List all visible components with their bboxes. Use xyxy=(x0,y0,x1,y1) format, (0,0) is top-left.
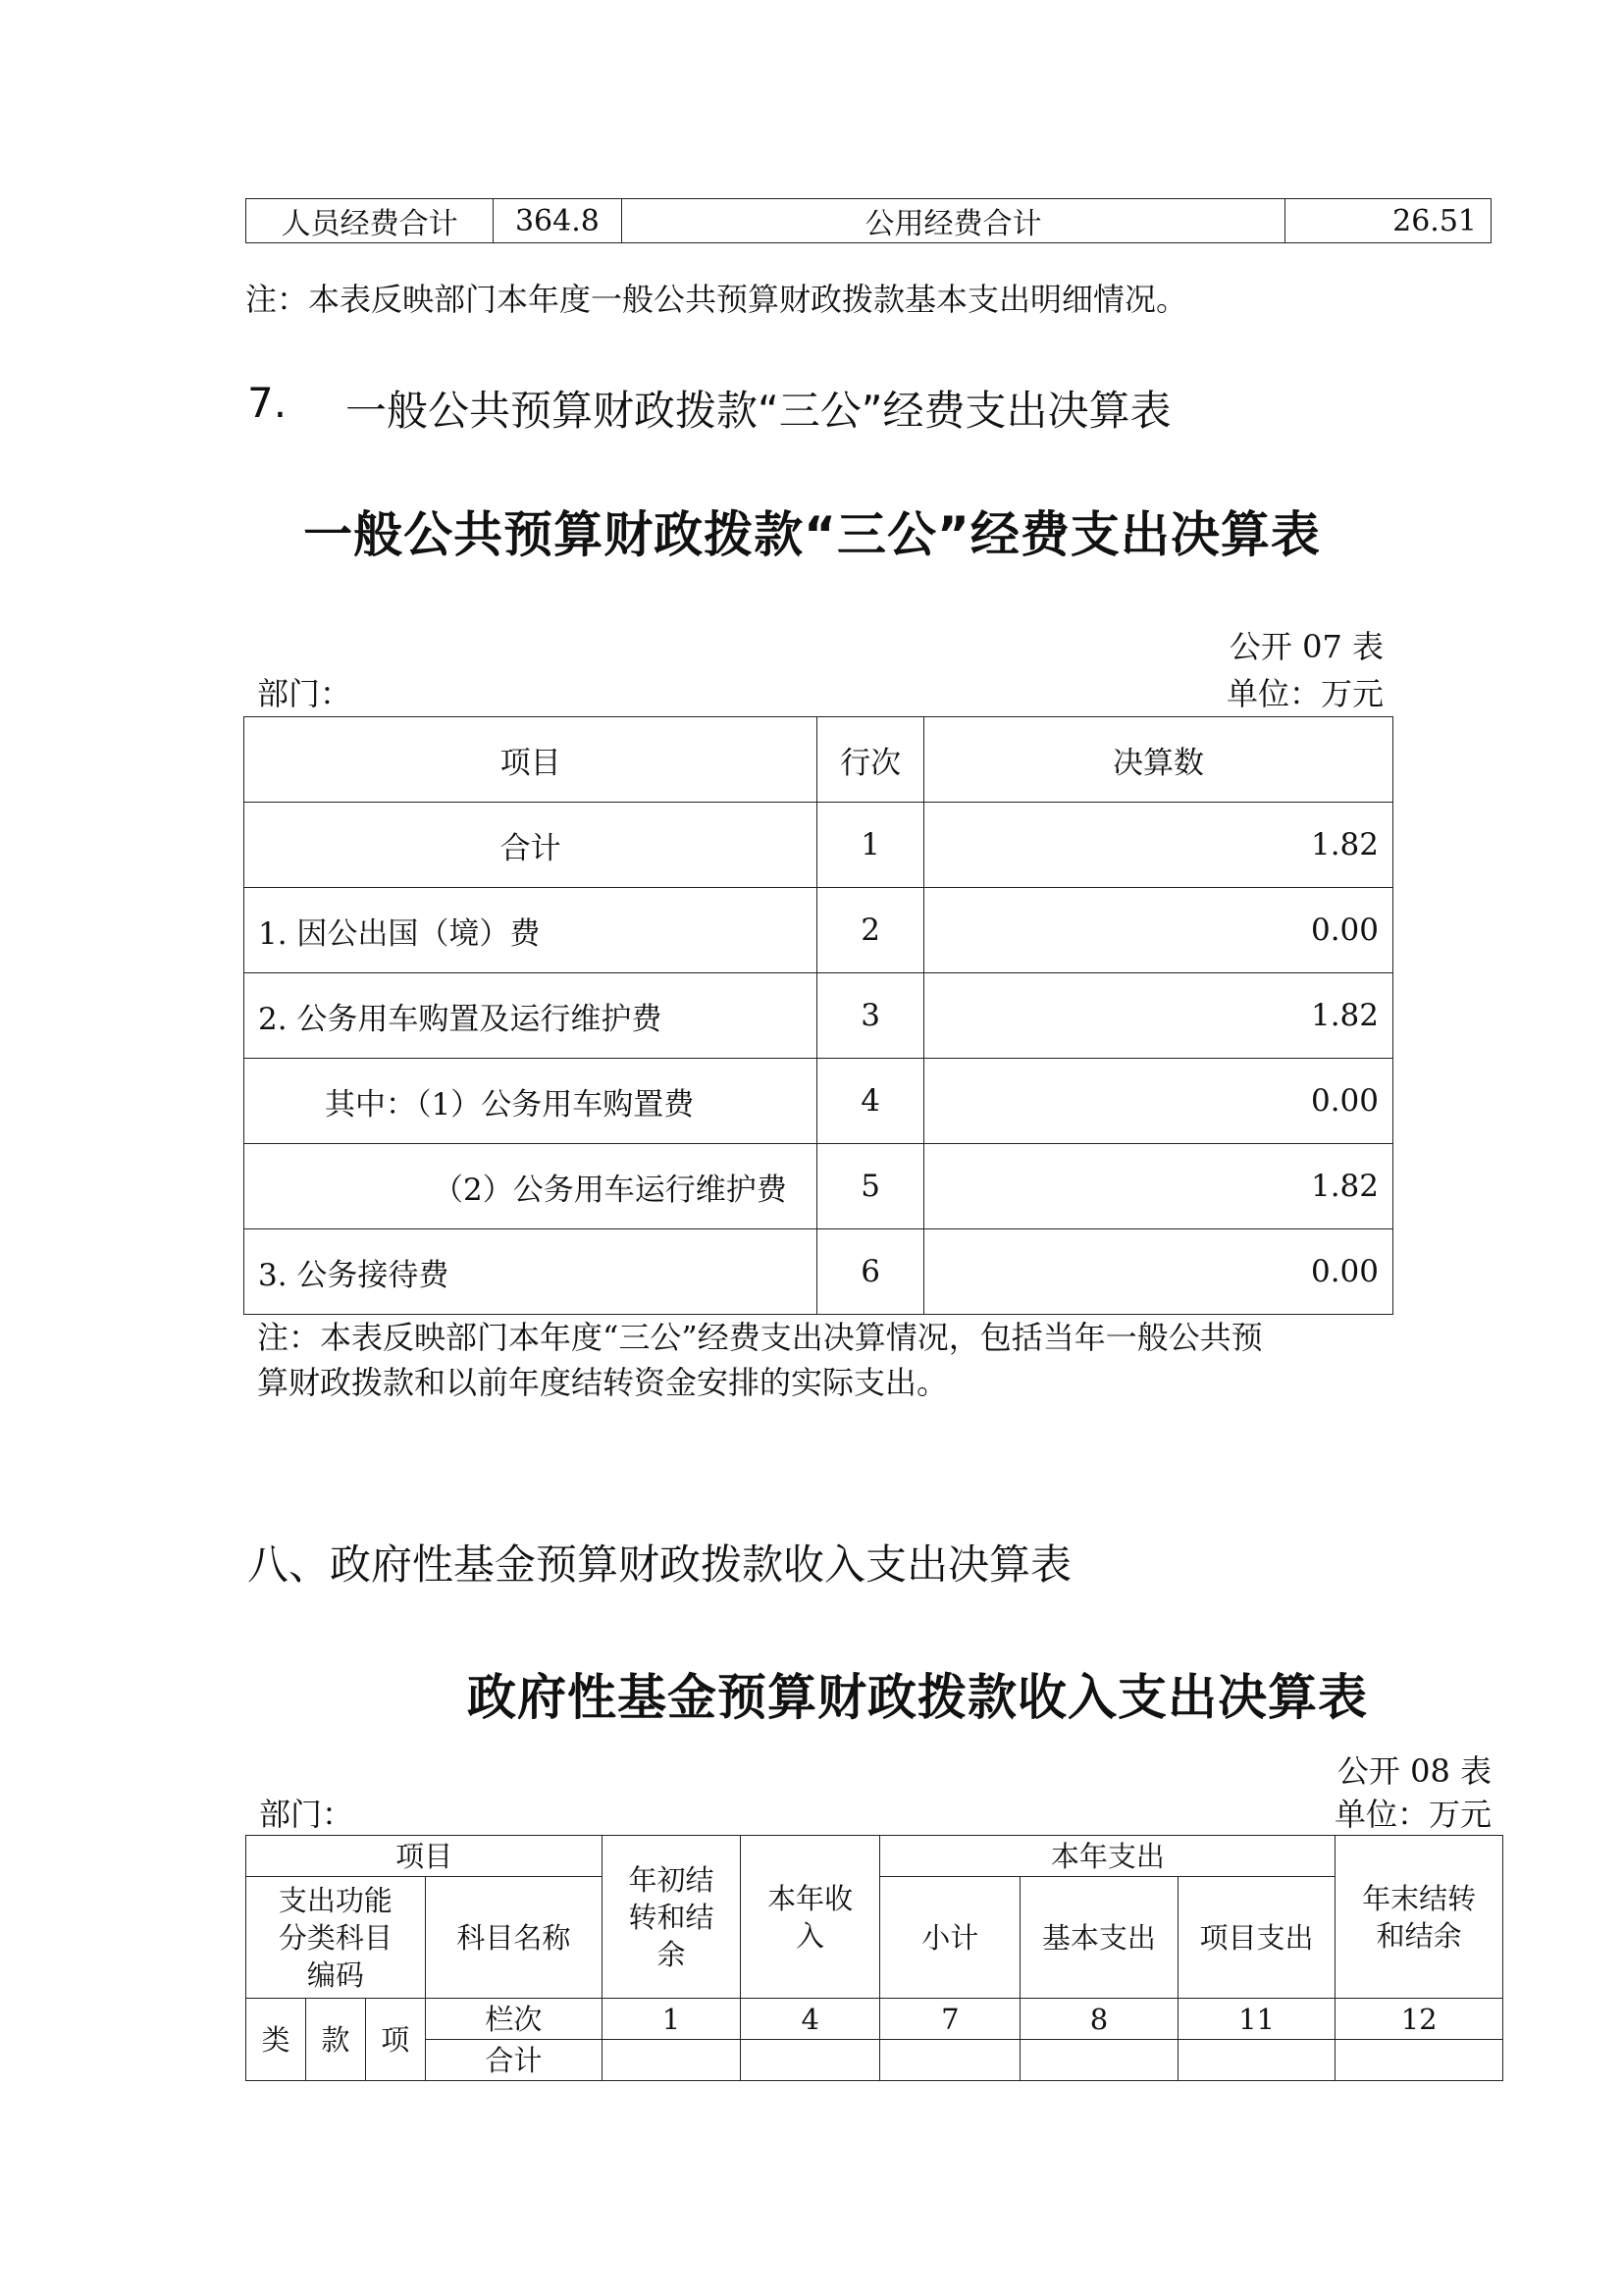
section7-note-line2: 算财政拨款和以前年度结转资金安排的实际支出。 xyxy=(257,1364,949,1401)
personnel-value: 364.8 xyxy=(494,199,621,243)
section8-title: 政府性基金预算财政拨款收入支出决算表 xyxy=(467,1669,1368,1726)
section8-table-code: 公开 08 表 xyxy=(1336,1752,1492,1790)
column-number: 8 xyxy=(1021,1999,1179,2040)
header-line: 行次 xyxy=(817,717,924,803)
header-begin-balance: 年初结 转和结 余 xyxy=(602,1836,741,1999)
row-line: 6 xyxy=(817,1229,924,1315)
row-item: （2）公务用车运行维护费 xyxy=(244,1144,817,1229)
section7-table-code: 公开 07 表 xyxy=(1229,628,1384,665)
row-item: 1. 因公出国（境）费 xyxy=(244,888,817,973)
row-line: 1 xyxy=(817,803,924,888)
total-label: 合计 xyxy=(425,2040,602,2081)
row-line: 2 xyxy=(817,888,924,973)
empty-cell xyxy=(602,2040,741,2081)
row-line: 4 xyxy=(817,1059,924,1144)
header-amount: 决算数 xyxy=(924,717,1393,803)
table-row xyxy=(244,973,1393,1059)
column-number: 1 xyxy=(602,1999,741,2040)
row-line: 3 xyxy=(817,973,924,1059)
table-row xyxy=(244,1229,1393,1315)
empty-cell xyxy=(1336,2040,1503,2081)
column-number: 12 xyxy=(1336,1999,1503,2040)
section8-unit-label: 单位：万元 xyxy=(1334,1796,1492,1833)
public-value: 26.51 xyxy=(1285,199,1492,243)
header-project: 项目支出 xyxy=(1178,1877,1336,1999)
table-row xyxy=(246,1999,1503,2040)
table-row xyxy=(244,888,1393,973)
row-amount: 1.82 xyxy=(924,1144,1393,1229)
header-end-balance: 年末结转 和结余 xyxy=(1336,1836,1503,1999)
column-number: 7 xyxy=(880,1999,1021,2040)
empty-cell xyxy=(740,2040,880,2081)
header-lei: 类 xyxy=(246,1999,306,2081)
gov-fund-table xyxy=(245,1835,1503,2081)
header-item: 项目 xyxy=(246,1836,602,1877)
header-expense: 本年支出 xyxy=(880,1836,1336,1877)
table-header-row xyxy=(246,1836,1503,1877)
three-public-table xyxy=(243,716,1393,1315)
row-amount: 1.82 xyxy=(924,973,1393,1059)
header-xiang: 项 xyxy=(365,1999,425,2081)
section7-dept-label: 部门： xyxy=(257,675,352,712)
header-subject-name: 科目名称 xyxy=(425,1877,602,1999)
row-item: 合计 xyxy=(244,803,817,888)
row-amount: 1.82 xyxy=(924,803,1393,888)
table-row xyxy=(246,2040,1503,2081)
table-row xyxy=(244,1059,1393,1144)
row-line: 5 xyxy=(817,1144,924,1229)
summary-table xyxy=(245,198,1492,243)
column-number: 4 xyxy=(740,1999,880,2040)
header-basic: 基本支出 xyxy=(1021,1877,1179,1999)
table-header-row xyxy=(244,717,1393,803)
header-func-code: 支出功能 分类科目 编码 xyxy=(246,1877,426,1999)
row-item: 其中：（1）公务用车购置费 xyxy=(244,1059,817,1144)
section7-unit-label: 单位：万元 xyxy=(1226,675,1384,712)
personnel-label: 人员经费合计 xyxy=(246,199,494,243)
column-number: 11 xyxy=(1178,1999,1336,2040)
column-no-label: 栏次 xyxy=(425,1999,602,2040)
section7-heading: 一般公共预算财政拨款“三公”经费支出决算表 xyxy=(345,387,1172,435)
section8-heading: 八、政府性基金预算财政拨款收入支出决算表 xyxy=(247,1540,1073,1589)
empty-cell xyxy=(1021,2040,1179,2081)
section8-dept-label: 部门： xyxy=(259,1796,354,1833)
note-top: 注：本表反映部门本年度一般公共预算财政拨款基本支出明细情况。 xyxy=(245,281,1188,318)
public-label: 公用经费合计 xyxy=(621,199,1285,243)
table-row xyxy=(244,1144,1393,1229)
empty-cell xyxy=(880,2040,1021,2081)
section7-number: 7. xyxy=(247,379,288,427)
row-amount: 0.00 xyxy=(924,888,1393,973)
section7-note-line1: 注：本表反映部门本年度“三公”经费支出决算情况，包括当年一般公共预 xyxy=(257,1319,1263,1356)
section7-title: 一般公共预算财政拨款“三公”经费支出决算表 xyxy=(303,506,1321,563)
row-amount: 0.00 xyxy=(924,1059,1393,1144)
row-item: 3. 公务接待费 xyxy=(244,1229,817,1315)
header-kuan: 款 xyxy=(305,1999,365,2081)
row-item: 2. 公务用车购置及运行维护费 xyxy=(244,973,817,1059)
row-amount: 0.00 xyxy=(924,1229,1393,1315)
header-income: 本年收 入 xyxy=(740,1836,880,1999)
header-subtotal: 小计 xyxy=(880,1877,1021,1999)
table-row xyxy=(244,803,1393,888)
header-item: 项目 xyxy=(244,717,817,803)
empty-cell xyxy=(1178,2040,1336,2081)
